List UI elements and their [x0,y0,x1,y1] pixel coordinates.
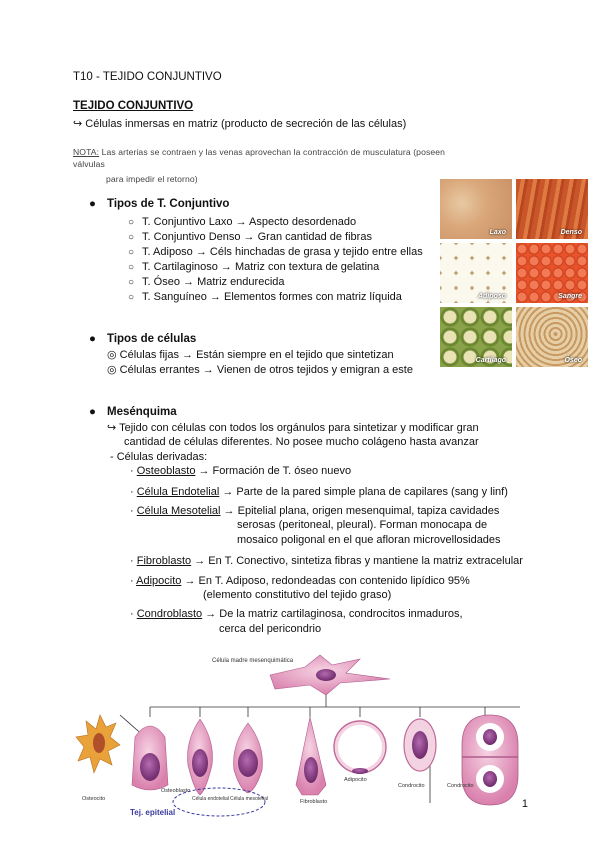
page-number: 1 [521,798,528,810]
intro-line: ↪ Células inmersas en matriz (producto de secreción de las células) [73,118,407,130]
cell-name: Célula Endotelial [136,486,220,498]
derived-cell-endotelial: · Célula Endotelial → Parte de la pared simple plana de capilares (sang y linf) [130,486,508,498]
ring-bullet-icon: ○ [128,262,135,273]
tipos-tc-heading [89,198,229,210]
tipos-tc-item [128,216,356,228]
label-mesotelial: Célula mesotelial [230,796,269,802]
label-tej-epitelial: Tej. epitelial [130,808,176,817]
fibroblasto-cell [296,717,326,795]
label-adipocito: Adipocito [344,777,367,783]
cell-desc: → En T. Adiposo, redondeadas con contenido lipídico 95% [181,575,470,587]
tipos-tc-item-text: T. Conjuntivo Laxo → Aspecto desordenado [142,216,357,228]
derived-cell-mesotelial: · Célula Mesotelial → Epitelial plana, origen mesenquimal, tapiza cavidades [130,505,500,517]
osteoblasto-nucleus [140,753,160,781]
cell-desc: → Parte de la pared simple plana de capilares (sang y linf) [219,486,508,498]
label-osteocito: Osteocito [82,796,106,802]
ring-bullet-icon: ○ [128,247,135,258]
bullet-icon: ● [89,198,96,210]
tipos-celulas-item: ◎ Células errantes → Vienen de otros tejidos y emigran a este [107,364,413,376]
adipocito-fat [338,725,382,769]
note-text: Las arterias se contraen y las venas aprovechan la contracción de musculatura (poseen [99,147,445,157]
ring-bullet-icon: ○ [128,217,135,228]
mesotelial-extra: mosaico poligonal en el que afloran microvellosidades [237,534,501,546]
tipos-tc-item-text: T. Conjuntivo Denso → Gran cantidad de fibras [142,231,372,243]
photo-oseo [516,307,588,367]
note-line-3: para impedir el retorno) [106,174,198,184]
cell-name: Célula Mesotelial [136,505,221,517]
derived-cell-condroblasto: · Condroblasto → De la matriz cartilaginosa, condrocitos inmaduros, [130,608,463,620]
photo-caption: Sangre [558,293,582,300]
photo-cartilago [440,307,512,367]
ring-bullet-icon: ○ [128,292,135,303]
photo-adiposo [440,243,512,303]
bullet-icon: ● [89,333,96,345]
tissue-photo-grid [440,179,588,367]
tipos-celulas-item: ◎ Células fijas → Están siempre en el tejido que sintetizan [107,349,394,361]
tipos-tc-item [128,231,372,243]
stem-cell-nucleus [316,669,336,681]
photo-sangre [516,243,588,303]
condrocito-col-nucleus-top [483,729,497,745]
mesenquima-heading-text: Mesénquima [107,406,177,418]
note-label: NOTA: [73,147,100,157]
tipos-celulas-heading-text: Tipos de células [107,333,197,345]
cell-name: Adipocito [136,575,182,587]
adipocito-extra: (elemento constitutivo del tejido graso) [203,589,392,601]
condroblasto-extra: cerca del pericondrio [219,623,322,635]
section-heading: TEJIDO CONJUNTIVO [73,100,194,112]
mesotelial-extra: serosas (peritoneal, pleural). Forman monocapa de [237,519,488,531]
document-title: T10 - TEJIDO CONJUNTIVO [73,71,222,83]
photo-denso [516,179,588,239]
label-celula-madre: Célula madre mesenquimática [212,658,294,664]
tipos-tc-item-text: T. Sanguíneo → Elementos formes con matriz líquida [142,291,402,303]
derived-cell-osteoblasto: · Osteoblasto → Formación de T. óseo nuevo [130,465,352,477]
cell-desc: → Epitelial plana, origen mesenquimal, tapiza cavidades [220,505,500,517]
tipos-tc-heading-text: Tipos de T. Conjuntivo [107,198,230,210]
mesenquima-line-2: cantidad de células diferentes. No posee mucho colágeno hasta avanzar [124,436,479,448]
tipos-tc-item-text: T. Cartilaginoso → Matriz con textura de gelatina [142,261,380,273]
tipos-tc-item [128,276,285,288]
mesenquima-heading [89,406,177,418]
note-line-1 [73,147,445,157]
bullet-icon: ● [89,406,96,418]
tipos-tc-item-text: T. Óseo → Matriz endurecida [142,276,285,288]
condrocito-col-nucleus-bottom [483,771,497,787]
photo-caption: Laxo [489,229,506,236]
ring-bullet-icon: ○ [128,232,135,243]
photo-caption: Adiposo [478,293,506,300]
endotelial-nucleus [192,749,208,777]
mesotelial-nucleus [238,749,258,777]
photo-laxo [440,179,512,239]
mesenquima-line-1: ↪ Tejido con células con todos los orgánulos para sintetizar y modificar gran [107,422,479,434]
derived-cell-adipocito: · Adipocito → En T. Adiposo, redondeadas con contenido lipídico 95% [130,575,470,587]
ring-bullet-icon: ○ [128,277,135,288]
cell-desc: → De la matriz cartilaginosa, condrocitos inmaduros, [202,608,463,620]
tipos-tc-item [128,291,402,303]
label-condrocito-col: Condrocito [447,783,474,789]
derived-cell-fibroblasto: · Fibroblasto → En T. Conectivo, sintetiza fibras y mantiene la matriz extracelular [130,555,523,567]
photo-caption: Cartílago [475,357,506,364]
cell-name: Fibroblasto [136,555,192,567]
cell-name: Condroblasto [136,608,203,620]
note-line-2: válvulas [73,159,105,169]
condrocito-nucleus [412,731,428,759]
mesenchyme-diagram [0,645,600,825]
cell-desc: → En T. Conectivo, sintetiza fibras y mantiene la matriz extracelular [191,555,523,567]
cell-name: Osteoblasto [136,465,196,477]
cell-desc: → Formación de T. óseo nuevo [195,465,352,477]
label-fibroblasto: Fibroblasto [300,799,328,805]
osteocito-nucleus [93,733,105,753]
tipos-tc-item [128,261,379,273]
label-osteoblasto: Osteoblasto [161,788,191,794]
label-condrocito: Condrocito [398,783,425,789]
photo-caption: Denso [560,229,582,236]
derivadas-label: - Células derivadas: [110,451,208,463]
adipocito-nucleus [352,768,368,774]
photo-caption: Óseo [564,357,582,364]
label-endotelial: Célula endotelial [192,796,229,802]
tipos-tc-item [128,246,423,258]
tipos-celulas-heading [89,333,196,345]
tipos-tc-item-text: T. Adiposo → Céls hinchadas de grasa y tejido entre ellas [142,246,423,258]
fibroblasto-nucleus [304,757,318,783]
